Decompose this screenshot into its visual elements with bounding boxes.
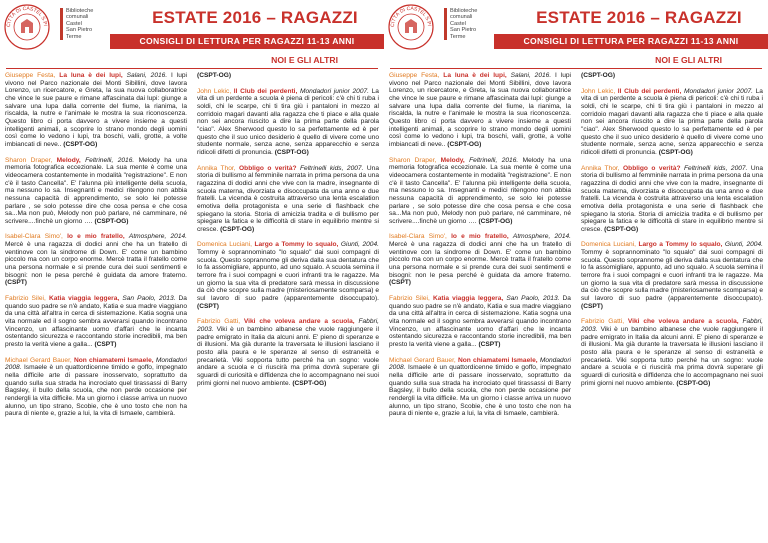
- book-author: Giuseppe Festa,: [5, 72, 56, 79]
- book-title: Viki che voleva andare a scuola,: [627, 318, 739, 326]
- city-seal-icon: [386, 2, 436, 52]
- book-title: Non chiamatemi Ismaele,: [458, 356, 538, 364]
- book-title: Katia viaggia leggera,: [48, 295, 120, 303]
- section-heading: NOI E GLI ALTRI: [390, 55, 762, 69]
- book-entry: [197, 241, 379, 310]
- library-label: Biblioteche comunali Castel San Pietro Terme: [444, 8, 477, 40]
- book-code: (CSPT): [389, 279, 411, 287]
- subtitle-banner: CONSIGLI DI LETTURA PER RAGAZZI 11-13 ANNI: [494, 34, 768, 49]
- book-entry: [581, 241, 763, 310]
- book-author: Michael Gerard Bauer,: [389, 356, 456, 364]
- book-text: Una storia di bullismo al femminile narrata in prima persona da una ragazzina di dodici anni che vive con la madre, insegnante di scuola materna, divorziata e disoccupata da una anno e due fratelli. La vicenda è costruita attraverso una lenta escalation emotiva della protagonista e una serie di flashback che spiegano la storia. Storia di amicizia tradita e di bullismo per spiegare la fatica e le difficoltà di stare in equilibrio mentre si cresce.: [581, 164, 763, 233]
- book-entry: [389, 157, 571, 226]
- book-title: Viki che voleva andare a scuola,: [243, 318, 355, 326]
- book-title: Largo a Tommy lo squalo,: [254, 241, 339, 249]
- book-author: Fabrizio Silei,: [389, 295, 430, 303]
- book-meta: Feltrinelli, 2016.: [85, 156, 135, 164]
- book-author: Domenica Luciani,: [197, 241, 252, 249]
- book-text: Da quando suo padre se n'è andato, Katia e sua madre viaggiano da una città all'altra in cerca di sistemazione. Katia sogna una vita normale ed il sogno sembra avverarsi quando incontrano Vincenzo, un affascinante uomo d'affari che le incanta ostentando sicurezza e raccontando storie incredibili, ma ben presto la verità viene a galla...: [389, 295, 571, 348]
- book-meta: Salani, 2016.: [126, 72, 168, 79]
- book-code: (CSPT-OG): [94, 217, 129, 225]
- book-meta: Atmosphere, 2014.: [128, 233, 187, 241]
- book-meta: Feltrinelli, 2016.: [469, 156, 519, 164]
- book-code: (CSPT-OG): [658, 148, 693, 156]
- book-text: La vita di un perdente a scuola è piena di pericoli: c'è chi ti ruba i soldi, chi le scarpe, chi ti tira giù i pantaloni in mezzo al corridoio magari davanti alla ragazza che ti piace e alla quale non sei ancora riuscito a dire la prima parte della parola "ciao". Alex Sherwood questo lo sa perfettamente ed è per questo che il suo unico desiderio è quello di vivere come uno studente normale, senza acne, senza apparecchio e senza ridicoli difetti di pronuncia.: [581, 87, 763, 156]
- book-text: Tommy è soprannominato "lo squalo" dai suoi compagni di scuola. Questo soprannome gli deriva dalla sua dentatura che lo fa assomigliare, appunto, ad uno squalo. A scuola semina il terrore fra i suoi compagni e cuori infranti tra le ragazze. Ma un giorno la sua vita di predatore sarà messa in discussione da ciò che scopre sulla madre (misteriosamente scomparsa) e sul lavoro di suo padre (apparentemente disoccupato).: [197, 249, 379, 303]
- book-author: Sharon Draper,: [389, 156, 437, 164]
- book-entry: [5, 233, 187, 287]
- city-seal-icon: [2, 2, 52, 52]
- book-text: Viki è un bambino albanese che vuole raggiungere il padre emigrato in Italia da alcuni anni. E' pieno di speranze e di illusioni. Ma già durante la traversata le illusioni lasciano il posto alla paura e le speranze al senso di estraneità e precarietà. Viki sopporta tutto perché ha un sogno: vuole andare a scuola e ci riuscirà ma prima dovrà superare gli sguardi di curiosità e diffidenza che lo accompagnano nei suoi primi giorni nel nuovo ambiente.: [197, 326, 379, 387]
- column-1: [5, 72, 187, 540]
- book-entry: [389, 72, 571, 149]
- library-label: Biblioteche comunali Castel San Pietro Terme: [60, 8, 93, 40]
- book-entry: [389, 295, 571, 349]
- book-code: (CSPT-OG): [604, 225, 639, 233]
- book-code: (CSPT-OG): [274, 148, 309, 156]
- book-author: John Lekic,: [581, 87, 616, 95]
- columns: [389, 72, 763, 540]
- book-author: Sharon Draper,: [5, 156, 53, 164]
- column-2: [197, 72, 379, 540]
- book-text: I lupi vivono nel Parco nazionale dei Monti Sibillini, dove lavora Lorenzo, un ricercatore, e Greta, la sua nuova collaboratrice che vince le sue paure e rimane affascinata dai lupi: giunge a salvare una lupa dalla corrente del fiume, la rianima, la riscalda, la nutre e l'animale le mostra la sua riconoscenza. Questo libro ci porta davvero a vivere insieme a questi intelligenti animali, a scoprire lo strano mondo degli uomini così come lo vedono i lupi, tra boschi, valli, grotte, a volte imbiancati di neve..: [389, 72, 571, 148]
- book-entry: [5, 157, 187, 226]
- subtitle-banner: CONSIGLI DI LETTURA PER RAGAZZI 11-13 ANNI: [110, 34, 384, 49]
- book-code: (CSPT): [581, 302, 603, 310]
- book-title: Obbligo o verità?: [623, 164, 681, 172]
- book-code: (CSPT-OG): [63, 140, 98, 148]
- book-meta: Giunti, 2004.: [724, 241, 763, 249]
- book-title: Io e mio fratello,: [451, 233, 509, 241]
- book-entry: [197, 88, 379, 157]
- svg-text:CITTÀ DI CASTEL S.PIETRO: CITTÀ DI CASTEL S.PI: [389, 5, 432, 28]
- book-code: (CSPT-OG): [676, 379, 711, 387]
- book-meta: Mondadori 2008.: [389, 356, 571, 372]
- column-1: [389, 72, 571, 540]
- book-author: Annika Thor,: [581, 164, 620, 172]
- book-text: Viki è un bambino albanese che vuole raggiungere il padre emigrato in Italia da alcuni anni. E' pieno di speranze e di illusioni. Ma già durante la traversata le illusioni lasciano il posto alla paura e le speranze al senso di estraneità e precarietà. Viki sopporta tutto perché ha un sogno: vuole andare a scuola e ci riuscirà ma prima dovrà superare gli sguardi di curiosità e diffidenza che lo accompagnano nei suoi primi giorni nel nuovo ambiente.: [581, 326, 763, 387]
- book-meta: San Paolo, 2013.: [506, 295, 560, 303]
- book-code: (CSPT-OG): [220, 225, 255, 233]
- book-text: Una storia di bullismo al femminile narrata in prima persona da una ragazzina di dodici anni che vive con la madre, insegnante di scuola materna, divorziata e disoccupata da una anno e due fratelli. La vicenda è costruita attraverso una lenta escalation emotiva della protagonista e una serie di flashback che spiegano la storia. Storia di amicizia tradita e di bullismo per spiegare la fatica e le difficoltà di stare in equilibrio mentre si cresce.: [197, 164, 379, 233]
- book-code: (CSPT-OG): [197, 72, 232, 79]
- book-title: Melody,: [440, 156, 465, 164]
- book-title: Obbligo o verità?: [239, 164, 297, 172]
- book-code: (CSPT): [94, 341, 117, 348]
- book-code: (CSPT-OG): [292, 379, 327, 387]
- book-text: Ismaele è un quattordicenne timido e goffo, impegnato nella difficile arte di passare inosservato, soprattutto da quando sulla sua strada ha incrociato quel tirassassi di Barry Bagsley, il bullo della scuola, che non perde occasione per rendergli la vita difficile. Ma un giorno i classe arriva un nuovo alunno, un tipo strano, Scobie, che è uno tosto che non ha paura di niente e, grazie a lui, la vita di Ismaele, cambierà.: [389, 364, 571, 418]
- book-meta: San Paolo, 2013.: [122, 295, 176, 303]
- book-text: Mercè è una ragazza di dodici anni che ha un fratello di ventinove con la sindrome di Down. E' come un bambino piccolo ma con un corpo enorme. Mercè tratta il fratello come una persona normale e si prende cura dei suoi sentimenti e bisogni: non le pesa perché è guidata da amore fraterno.: [5, 241, 187, 279]
- book-code: (CSPT-OG): [447, 140, 482, 148]
- book-meta: Fabbri, 2003.: [581, 318, 763, 334]
- svg-text:CITTÀ DI CASTEL S.PIETRO: CITTÀ DI CASTEL S.PI: [5, 5, 48, 28]
- book-meta: Mondadori junior 2007.: [299, 87, 369, 95]
- book-title: La luna è dei lupi,: [443, 72, 507, 79]
- book-entry: [389, 233, 571, 287]
- book-entry: [581, 318, 763, 387]
- panel-right: [384, 0, 768, 543]
- book-entry: [197, 165, 379, 234]
- book-meta: Salani, 2016.: [510, 72, 552, 79]
- book-author: Isabel-Clara Simo',: [389, 233, 447, 241]
- book-entry-continued: [581, 72, 763, 80]
- book-title: Katia viaggia leggera,: [432, 295, 504, 303]
- book-entry: [389, 357, 571, 418]
- book-code: (CSPT-OG): [581, 72, 616, 79]
- book-author: Giuseppe Festa,: [389, 72, 440, 79]
- book-meta: Feltrinelli kids, 2007.: [300, 164, 364, 172]
- book-author: Fabrizio Gatti,: [581, 318, 625, 326]
- book-meta: Fabbri, 2003.: [197, 318, 379, 334]
- column-2: [581, 72, 763, 540]
- book-title: Largo a Tommy lo squalo,: [638, 241, 723, 249]
- book-author: Fabrizio Silei,: [5, 295, 46, 303]
- book-meta: Atmosphere, 2014.: [512, 233, 571, 241]
- book-entry: [581, 88, 763, 157]
- book-title: Non chiamatemi Ismaele,: [74, 356, 154, 364]
- book-code: (CSPT): [197, 302, 219, 310]
- book-meta: Mondadori junior 2007.: [683, 87, 753, 95]
- page-title: ESTATE 2016 – RAGAZZI: [152, 8, 358, 27]
- book-text: Ismaele è un quattordicenne timido e goffo, impegnato nella difficile arte di passare inosservato, soprattutto da quando sulla sua strada ha incrociato quel tirassassi di Barry Bagsley, il bullo della scuola, che non perde occasione per rendergli la vita difficile. Ma un giorno i classe arriva un nuovo alunno, un tipo strano, Scobie, che è uno tosto che non ha paura di niente e, grazie a lui, la vita di Ismaele, cambierà.: [5, 364, 187, 418]
- section-heading: NOI E GLI ALTRI: [6, 55, 378, 69]
- book-text: Tommy è soprannominato "lo squalo" dai suoi compagni di scuola. Questo soprannome gli deriva dalla sua dentatura che lo fa assomigliare, appunto, ad uno squalo. A scuola semina il terrore fra i suoi compagni e cuori infranti tra le ragazze. Ma un giorno la sua vita di predatore sarà messa in discussione da ciò che scopre sulla madre (misteriosamente scomparsa) e sul lavoro di suo padre (apparentemente disoccupato).: [581, 249, 763, 303]
- book-meta: Giunti, 2004.: [340, 241, 379, 249]
- book-text: Melody ha una memoria fotografica eccezionale. La sua mente è come una videocamera costantemente in modalità "registrazione". E non c'è il tasto Cancella". E' l'alunna più intelligente della scuola, ma nessuno lo sa. Insegnanti e medici ritengono non abbia nessuna capacità di apprendimento, se solo lei potesse parlare , se solo potesse dire che cosa pensa e che cosa sa...Ma non può, Melody non può parlare, né camminare, né scrivere....finchè un giorno ….: [5, 156, 187, 225]
- book-author: Michael Gerard Bauer,: [5, 356, 72, 364]
- book-code: (CSPT): [5, 279, 27, 287]
- book-code: (CSPT): [478, 341, 501, 348]
- book-title: Il Club dei perdenti,: [233, 87, 298, 95]
- book-author: Fabrizio Gatti,: [197, 318, 241, 326]
- book-text: Da quando suo padre se n'è andato, Katia e sua madre viaggiano da una città all'altra in cerca di sistemazione. Katia sogna una vita normale ed il sogno sembra avverarsi quando incontrano Vincenzo, un affascinante uomo d'affari che le incanta ostentando sicurezza e raccontando storie incredibili, ma ben presto la verità viene a galla...: [5, 295, 187, 348]
- book-author: John Lekic,: [197, 87, 232, 95]
- book-author: Isabel-Clara Simo',: [5, 233, 63, 241]
- book-entry: [5, 72, 187, 149]
- book-title: La luna è dei lupi,: [59, 72, 123, 79]
- book-entry-continued: [197, 72, 379, 80]
- book-text: Melody ha una memoria fotografica eccezionale. La sua mente è come una videocamera costantemente in modalità "registrazione". E non c'è il tasto Cancella". E' l'alunna più intelligente della scuola, ma nessuno lo sa. Insegnanti e medici ritengono non abbia nessuna capacità di apprendimento, se solo lei potesse parlare , se solo potesse dire che cosa pensa e che cosa sa...Ma non può, Melody non può parlare, né camminare, né scrivere....finchè un giorno ….: [389, 156, 571, 225]
- book-text: Mercè è una ragazza di dodici anni che ha un fratello di ventinove con la sindrome di Down. E' come un bambino piccolo ma con un corpo enorme. Mercè tratta il fratello come una persona normale e si prende cura dei suoi sentimenti e bisogni: non le pesa perché è guidata da amore fraterno.: [389, 241, 571, 279]
- columns: [5, 72, 379, 540]
- book-entry: [5, 295, 187, 349]
- book-entry: [581, 165, 763, 234]
- book-title: Il Club dei perdenti,: [617, 87, 682, 95]
- book-entry: [5, 357, 187, 418]
- book-title: Io e mio fratello,: [67, 233, 125, 241]
- book-text: La vita di un perdente a scuola è piena di pericoli: c'è chi ti ruba i soldi, chi le scarpe, chi ti tira giù i pantaloni in mezzo al corridoio magari davanti alla ragazza che ti piace e alla quale non sei ancora riuscito a dire la prima parte della parola "ciao". Alex Sherwood questo lo sa perfettamente ed è per questo che il suo unico desiderio è quello di vivere come uno studente normale, senza acne, senza apparecchio e senza ridicoli difetti di pronuncia.: [197, 87, 379, 156]
- book-entry: [197, 318, 379, 387]
- book-author: Annika Thor,: [197, 164, 236, 172]
- book-text: I lupi vivono nel Parco nazionale dei Monti Sibillini, dove lavora Lorenzo, un ricercatore, e Greta, la sua nuova collaboratrice che vince le sue paure e rimane affascinata dai lupi: giunge a salvare una lupa dalla corrente del fiume, la rianima, la riscalda, la nutre e l'animale le mostra la sua riconoscenza. Questo libro ci porta davvero a vivere insieme a questi intelligenti animali, a scoprire lo strano mondo degli uomini così come lo vedono i lupi, tra boschi, valli, grotte, a volte imbiancati di neve..: [5, 72, 187, 148]
- page-title: ESTATE 2016 – RAGAZZI: [536, 8, 742, 27]
- book-meta: Feltrinelli kids, 2007.: [684, 164, 748, 172]
- book-title: Melody,: [56, 156, 81, 164]
- book-code: (CSPT-OG): [478, 217, 513, 225]
- book-meta: Mondadori 2008.: [5, 356, 187, 372]
- book-author: Domenica Luciani,: [581, 241, 636, 249]
